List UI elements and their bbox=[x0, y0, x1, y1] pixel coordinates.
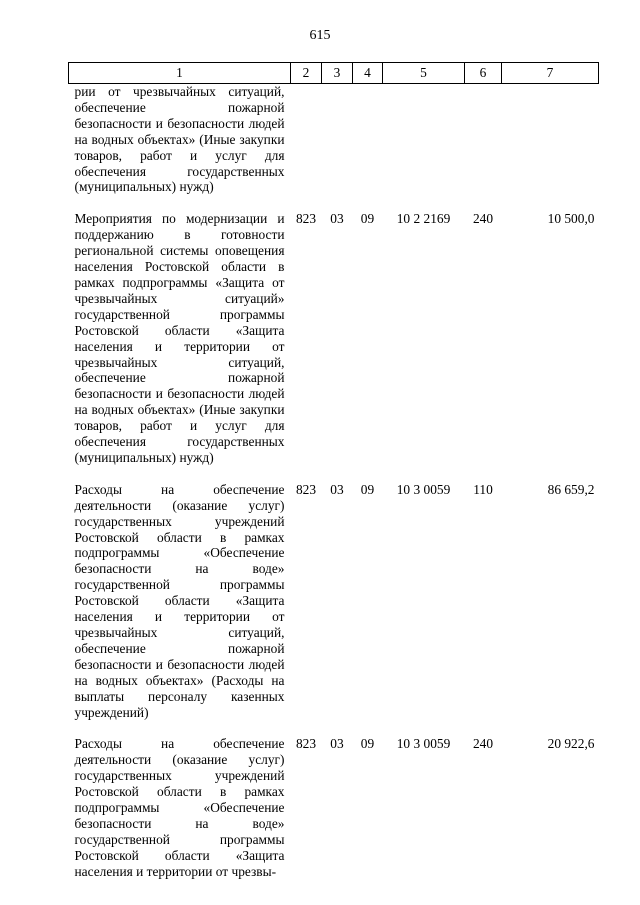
row-amount bbox=[502, 84, 599, 196]
row-section-code: 03 bbox=[330, 736, 344, 752]
row-ministry-code: 823 bbox=[295, 736, 317, 752]
header-col-7: 7 bbox=[502, 63, 599, 84]
header-col-4: 4 bbox=[353, 63, 383, 84]
row-section-code bbox=[322, 84, 353, 196]
row-expense-type: 240 bbox=[472, 211, 494, 227]
row-ministry-code: 823 bbox=[295, 481, 317, 497]
row-subsection-code: 09 bbox=[360, 481, 375, 497]
row-section-code: 03 bbox=[330, 481, 344, 497]
row-target-article: 10 3 0059 bbox=[396, 736, 451, 752]
row-target-article: 10 2 2169 bbox=[396, 211, 451, 227]
table-header bbox=[69, 63, 599, 84]
header-col-5: 5 bbox=[383, 63, 465, 84]
header-col-3: 3 bbox=[322, 63, 353, 84]
row-subsection-code bbox=[353, 84, 383, 196]
table-row bbox=[69, 84, 599, 196]
header-col-2: 2 bbox=[291, 63, 322, 84]
table-row bbox=[69, 720, 599, 879]
row-subsection-code: 09 bbox=[360, 736, 375, 752]
row-target-article bbox=[383, 84, 465, 196]
row-description: Мероприятия по модернизации и поддержанию в готовности региональной системы оповещения населения Ростовской области в рамках подпрограммы «Защита от чрезвычайных ситуаций» государственной программы Ростовской области «Защита населения и территории от чрезвычайных ситуаций, обеспечение пожарной безопасности и безопасности людей на водных объектах» (Иные закупки товаров, работ и услуг для обеспечения государственных (муниципальных) нужд) bbox=[74, 211, 285, 465]
table-row bbox=[69, 195, 599, 466]
budget-table bbox=[68, 62, 599, 880]
row-description: рии от чрезвычайных ситуаций, обеспечение пожарной безопасности и безопасности людей на водных объектах» (Иные закупки товаров, работ и услуг для обеспечения государственных (муниципальных) нужд) bbox=[74, 84, 285, 195]
row-expense-type: 240 bbox=[472, 736, 494, 752]
row-description: Расходы на обеспечение деятельности (оказание услуг) государственных учреждений Ростовской области в рамках подпрограммы «Обеспечение безопасности на воде» государственной программы Ростовской области «Защита населения и территории от чрезвы- bbox=[74, 736, 285, 879]
row-section-code: 03 bbox=[330, 211, 344, 227]
page-number: 615 bbox=[309, 28, 331, 43]
header-col-1: 1 bbox=[69, 63, 291, 84]
row-amount: 10 500,0 bbox=[547, 211, 595, 227]
row-description: Расходы на обеспечение деятельности (оказание услуг) государственных учреждений Ростовской области в рамках подпрограммы «Обеспечение безопасности на воде» государственной программы Ростовской области «Защита населения и территории от чрезвычайных ситуаций, обеспечение пожарной безопасности и безопасности людей на водных объектах» (Расходы на выплаты персоналу казенных учреждений) bbox=[74, 481, 285, 720]
row-ministry-code bbox=[291, 84, 322, 196]
row-amount: 20 922,6 bbox=[547, 736, 595, 752]
row-expense-type: 110 bbox=[473, 481, 493, 497]
header-col-6: 6 bbox=[465, 63, 502, 84]
row-expense-type bbox=[465, 84, 502, 196]
table-row bbox=[69, 466, 599, 721]
row-amount: 86 659,2 bbox=[547, 481, 595, 497]
row-ministry-code: 823 bbox=[295, 211, 317, 227]
row-target-article: 10 3 0059 bbox=[396, 481, 451, 497]
row-subsection-code: 09 bbox=[360, 211, 375, 227]
